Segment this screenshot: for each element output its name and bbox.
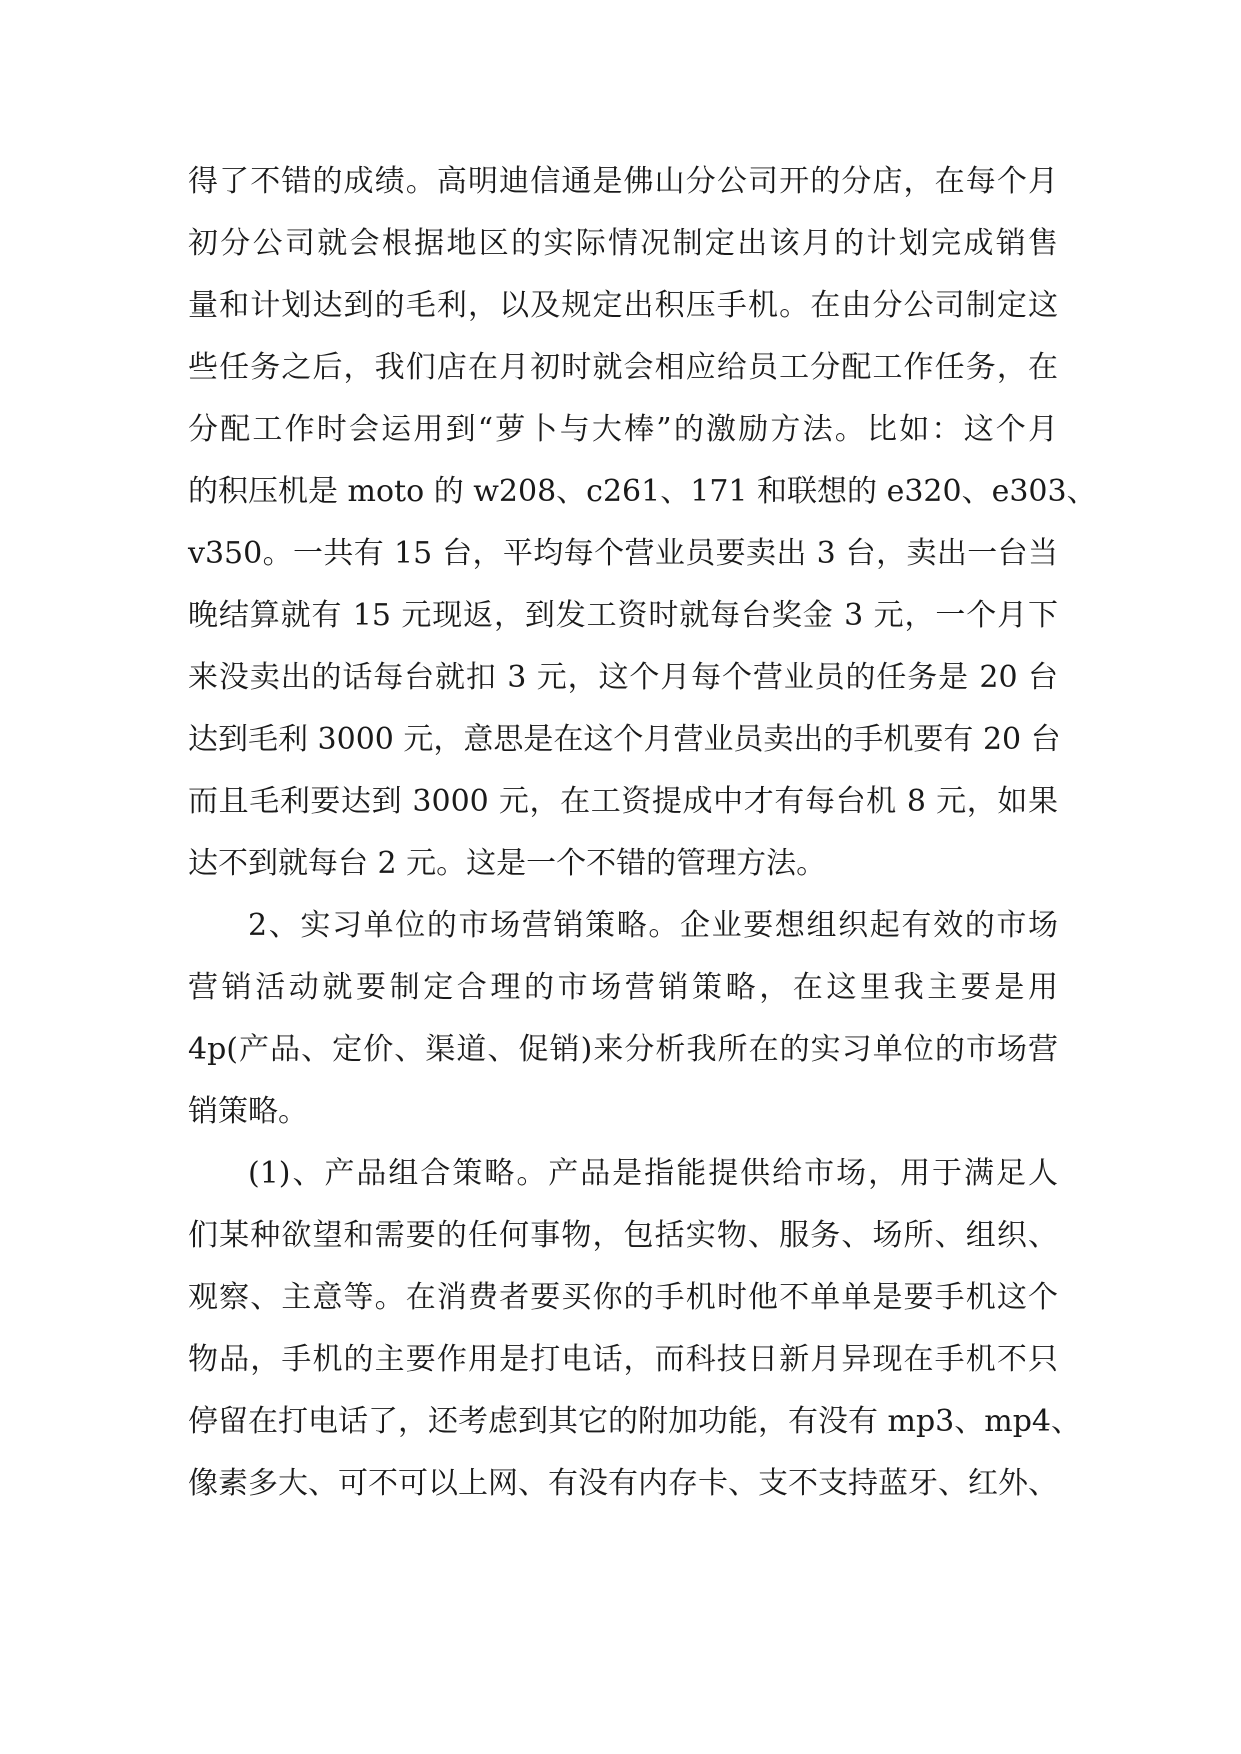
text-line: 像素多大、可不可以上网、有没有内存卡、支不支持蓝牙、红外、 — [188, 1466, 1058, 1501]
text-line: 们某种欲望和需要的任何事物，包括实物、服务、场所、组织、 — [188, 1218, 1058, 1253]
text-line: 营销活动就要制定合理的市场营销策略，在这里我主要是用 — [188, 970, 1058, 1005]
text-line: 量和计划达到的毛利，以及规定出积压手机。在由分公司制定这 — [188, 288, 1058, 323]
text-line: 观察、主意等。在消费者要买你的手机时他不单单是要手机这个 — [188, 1280, 1058, 1315]
text-line: 销策略。 — [188, 1094, 308, 1129]
body-text — [188, 151, 1097, 1515]
text-line: 4p(产品、定价、渠道、促销)来分析我所在的实习单位的市场营 — [188, 1032, 1058, 1067]
text-line: 而且毛利要达到 3000 元，在工资提成中才有每台机 8 元，如果 — [188, 784, 1058, 819]
paragraph-start-line: 2、实习单位的市场营销策略。企业要想组织起有效的市场 — [248, 908, 1058, 943]
text-line: 达不到就每台 2 元。这是一个不错的管理方法。 — [188, 846, 827, 881]
text-line: 来没卖出的话每台就扣 3 元，这个月每个营业员的任务是 20 台 — [188, 660, 1058, 695]
text-line: 得了不错的成绩。高明迪信通是佛山分公司开的分店，在每个月 — [188, 164, 1058, 199]
text-line: 初分公司就会根据地区的实际情况制定出该月的计划完成销售 — [188, 226, 1058, 261]
text-line: 达到毛利 3000 元，意思是在这个月营业员卖出的手机要有 20 台 — [188, 722, 1061, 757]
text-line: 些任务之后，我们店在月初时就会相应给员工分配工作任务，在 — [188, 350, 1058, 385]
text-line: 停留在打电话了，还考虑到其它的附加功能，有没有 mp3、mp4、 — [188, 1404, 1082, 1439]
text-line: 分配工作时会运用到“萝卜与大棒”的激励方法。比如：这个月 — [188, 412, 1058, 447]
text-line: v350。一共有 15 台，平均每个营业员要卖出 3 台，卖出一台当 — [188, 536, 1058, 571]
text-line: 晚结算就有 15 元现返，到发工资时就每台奖金 3 元，一个月下 — [188, 598, 1058, 633]
paragraph-start-line: (1)、产品组合策略。产品是指能提供给市场，用于满足人 — [248, 1156, 1058, 1191]
text-line: 物品，手机的主要作用是打电话，而科技日新月异现在手机不只 — [188, 1342, 1058, 1377]
text-line: 的积压机是 moto 的 w208、c261、171 和联想的 e320、e303、 — [188, 474, 1097, 509]
